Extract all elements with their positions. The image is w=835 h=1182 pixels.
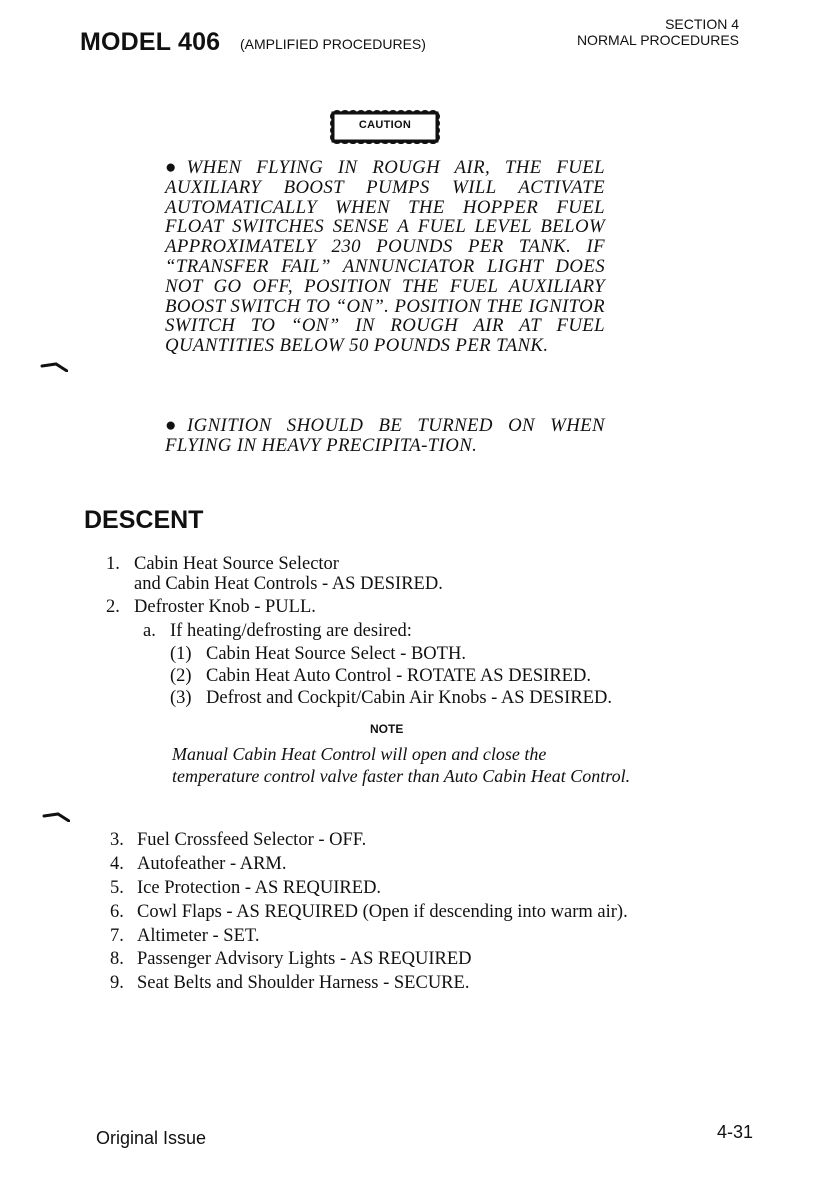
item-number: 8. [110, 949, 124, 969]
item-number: 6. [110, 902, 124, 922]
item-text: Altimeter - SET. [137, 926, 260, 946]
item-text: Defrost and Cockpit/Cabin Air Knobs - AS DESIRED. [206, 688, 612, 708]
section-heading-descent: DESCENT [84, 506, 204, 534]
note-text: Manual Cabin Heat Control will open and close the temperature control valve faster than Auto Cabin Heat Control. [172, 744, 631, 786]
item-text: Cabin Heat Source Select - BOTH. [206, 644, 466, 664]
item-number: (2) [170, 666, 192, 686]
change-bar-icon [42, 812, 70, 822]
item-text: Seat Belts and Shoulder Harness - SECURE. [137, 973, 470, 993]
section-header [577, 16, 739, 48]
section-number: SECTION 4 [665, 16, 739, 32]
caution-text-1: WHEN FLYING IN ROUGH AIR, THE FUEL AUXILIARY BOOST PUMPS WILL ACTIVATE AUTOMATICALLY WHEN THE HOPPER FUEL FLOAT SWITCHES SENSE A FUEL LEVEL BELOW APPROXIMATELY 230 POUNDS PER TANK. IF “TRANSFER FAIL” ANNUNCIATOR LIGHT DOES NOT GO OFF, POSITION THE FUEL AUXILIARY BOOST SWITCH TO “ON”. POSITION THE IGNITOR SWITCH TO “ON” IN ROUGH AIR AT FUEL QUANTITIES BELOW 50 POUNDS PER TANK. [165, 157, 605, 357]
item-text: Autofeather - ARM. [137, 854, 287, 874]
item-text-line2: and Cabin Heat Controls - AS DESIRED. [134, 574, 443, 594]
item-number: 1. [106, 554, 120, 574]
item-text: Cabin Heat Auto Control - ROTATE AS DESIRED. [206, 666, 591, 686]
model-title: MODEL 406 [80, 28, 221, 56]
note-label: NOTE [370, 722, 404, 736]
item-text: Passenger Advisory Lights - AS REQUIRED [137, 949, 472, 969]
item-number: 9. [110, 973, 124, 993]
list-item [110, 854, 287, 875]
caution-paragraph-1 [165, 158, 605, 356]
sub-sub-list-item [170, 688, 612, 709]
item-number: 7. [110, 926, 124, 946]
item-text: If heating/defrosting are desired: [170, 621, 412, 641]
caution-paragraph-2 [165, 416, 605, 456]
caution-label: CAUTION [358, 119, 412, 131]
bullet-icon: ● [165, 415, 187, 436]
list-item [106, 554, 443, 594]
list-item [110, 830, 367, 851]
list-item [110, 926, 260, 947]
caution-box [330, 108, 440, 146]
sub-sub-list-item [170, 666, 591, 687]
item-text: Fuel Crossfeed Selector - OFF. [137, 830, 367, 850]
item-text: Defroster Knob - PULL. [134, 597, 316, 617]
item-number: 4. [110, 854, 124, 874]
item-number: a. [143, 621, 156, 641]
header-subtitle: (AMPLIFIED PROCEDURES) [240, 36, 426, 52]
item-number: 2. [106, 597, 120, 617]
sub-sub-list-item [170, 644, 466, 665]
list-item [110, 949, 472, 970]
page-number: 4-31 [716, 1122, 753, 1142]
item-text-line1: Cabin Heat Source Selector [134, 554, 339, 574]
item-number: 5. [110, 878, 124, 898]
footer-issue: Original Issue [96, 1128, 207, 1148]
item-number: (1) [170, 644, 192, 664]
change-bar-icon [40, 362, 68, 372]
item-number: 3. [110, 830, 124, 850]
item-number: (3) [170, 688, 192, 708]
item-text: Cowl Flaps - AS REQUIRED (Open if descending into warm air). [137, 902, 628, 922]
list-item [110, 973, 470, 994]
list-item [110, 878, 382, 899]
caution-text-2: IGNITION SHOULD BE TURNED ON WHEN FLYING IN HEAVY PRECIPITA-TION. [165, 415, 605, 456]
section-title: NORMAL PROCEDURES [576, 32, 739, 48]
list-item [106, 597, 316, 618]
item-text: Ice Protection - AS REQUIRED. [137, 878, 382, 898]
list-item [110, 902, 628, 923]
sub-list-item [143, 621, 412, 642]
bullet-icon: ● [165, 157, 187, 178]
